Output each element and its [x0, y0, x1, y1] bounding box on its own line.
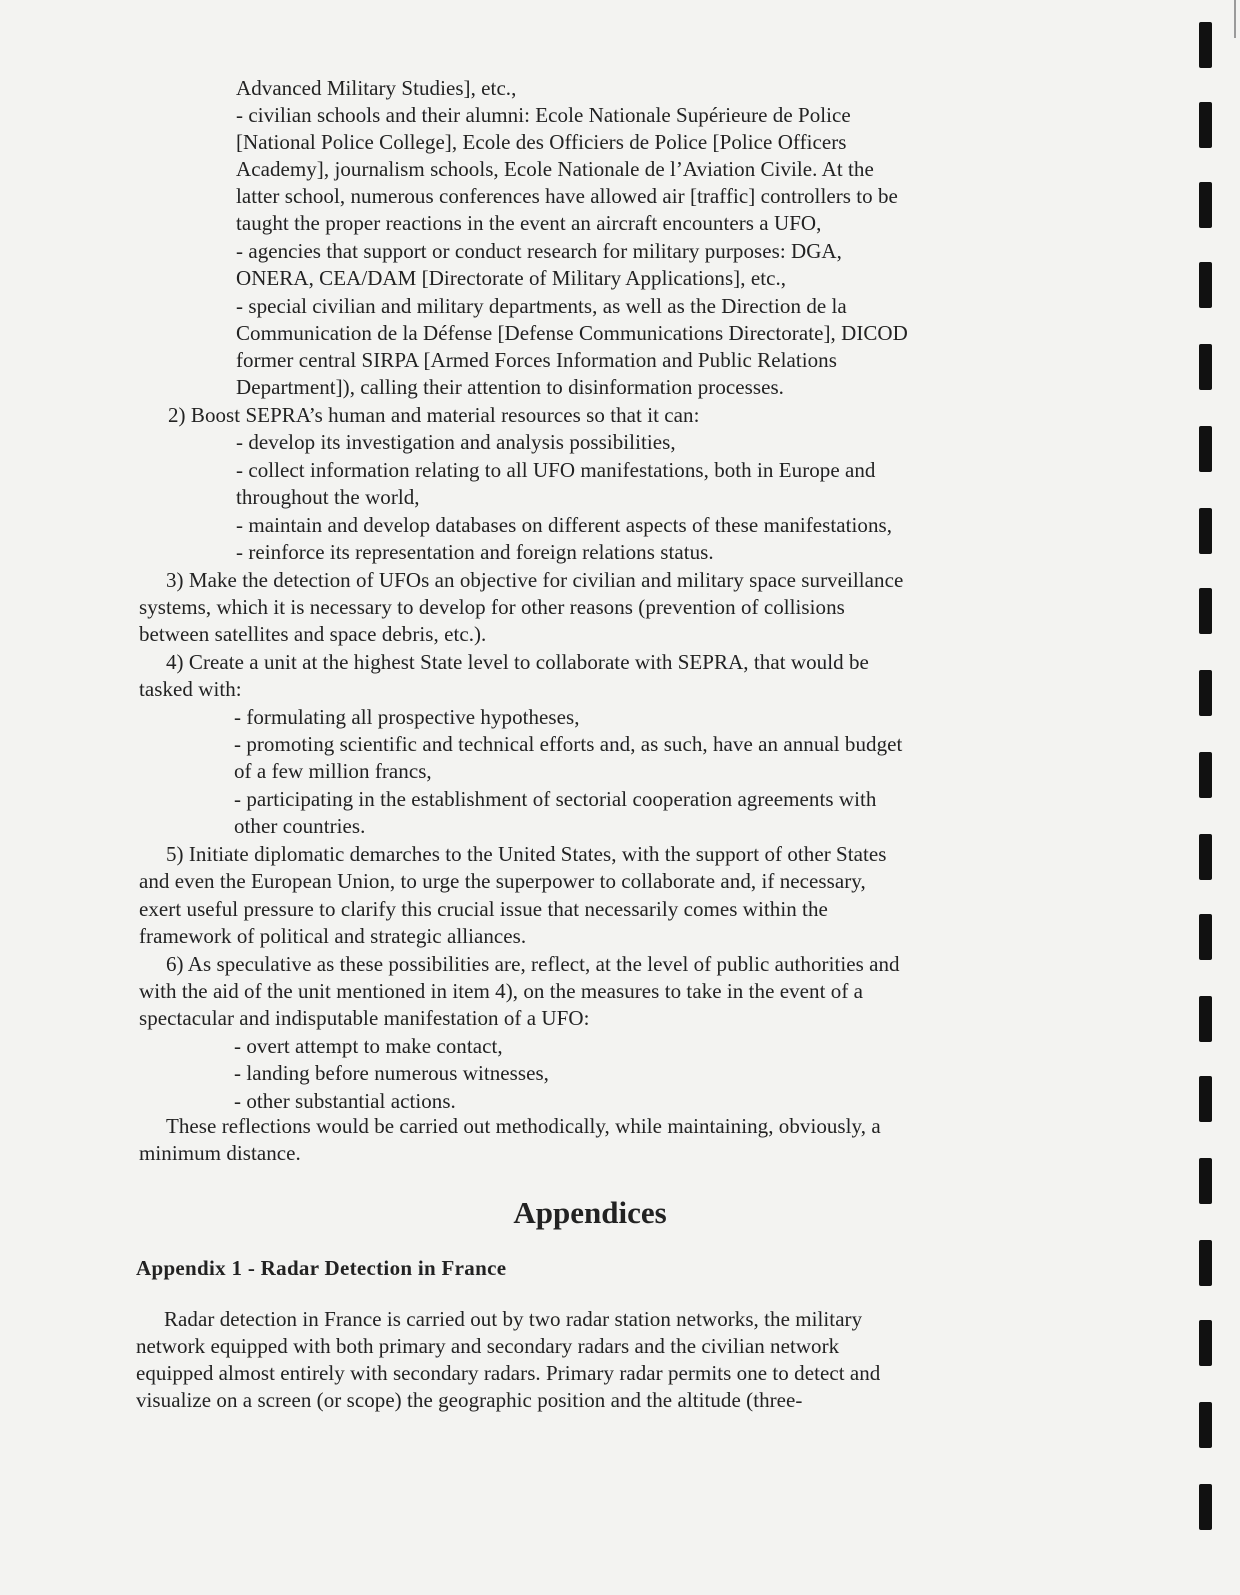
- binding-hole: [1199, 1158, 1212, 1204]
- text-line: - reinforce its representation and foreign relations status.: [236, 540, 714, 564]
- binding-hole: [1199, 1484, 1212, 1530]
- text-line: - participating in the establishment of sectorial cooperation agreements with: [234, 787, 877, 811]
- binding-hole: [1199, 914, 1212, 960]
- text-line: systems, which it is necessary to develop for other reasons (prevention of collisions: [139, 595, 845, 619]
- text-line: - formulating all prospective hypotheses,: [234, 705, 580, 729]
- text-line: framework of political and strategic alliances.: [139, 924, 527, 948]
- text-line: These reflections would be carried out methodically, while maintaining, obviously, a: [166, 1114, 881, 1138]
- text-line: Communication de la Défense [Defense Communications Directorate], DICOD: [236, 321, 908, 345]
- text-line: ONERA, CEA/DAM [Directorate of Military Applications], etc.,: [236, 266, 787, 290]
- text-line: 6) As speculative as these possibilities are, reflect, at the level of public authorities and: [166, 952, 900, 976]
- text-line: 5) Initiate diplomatic demarches to the United States, with the support of other States: [166, 842, 887, 866]
- binding-hole: [1199, 834, 1212, 880]
- text-line: - collect information relating to all UFO manifestations, both in Europe and: [236, 458, 876, 482]
- binding-hole: [1199, 1320, 1212, 1366]
- text-line: 2) Boost SEPRA’s human and material resources so that it can:: [168, 403, 700, 427]
- text-line: - special civilian and military departments, as well as the Direction de la: [236, 294, 847, 318]
- text-line: 4) Create a unit at the highest State level to collaborate with SEPRA, that would be: [166, 650, 869, 674]
- binding-hole: [1199, 996, 1212, 1042]
- text-line: latter school, numerous conferences have allowed air [traffic] controllers to be: [236, 184, 898, 208]
- binding-hole: [1199, 262, 1212, 308]
- binding-hole: [1199, 22, 1212, 68]
- text-line: with the aid of the unit mentioned in item 4), on the measures to take in the event of a: [139, 979, 864, 1003]
- text-line: between satellites and space debris, etc.).: [139, 622, 487, 646]
- text-line: 3) Make the detection of UFOs an objective for civilian and military space surveillance: [166, 568, 904, 592]
- section-heading: Appendices: [513, 1195, 667, 1230]
- text-line: - promoting scientific and technical efforts and, as such, have an annual budget: [234, 732, 903, 756]
- text-line: Department]), calling their attention to disinformation processes.: [236, 375, 784, 399]
- text-line: former central SIRPA [Armed Forces Information and Public Relations: [236, 348, 837, 372]
- text-line: - landing before numerous witnesses,: [234, 1061, 549, 1085]
- text-line: - overt attempt to make contact,: [234, 1034, 503, 1058]
- binding-hole: [1199, 1240, 1212, 1286]
- text-line: other countries.: [234, 814, 366, 838]
- text-line: Academy], journalism schools, Ecole Nationale de l’Aviation Civile. At the: [236, 157, 874, 181]
- text-line: minimum distance.: [139, 1141, 301, 1165]
- text-line: spectacular and indisputable manifestation of a UFO:: [139, 1006, 590, 1030]
- page-edge-mark: [1234, 0, 1236, 38]
- text-line: network equipped with both primary and secondary radars and the civilian network: [136, 1334, 840, 1358]
- text-line: - maintain and develop databases on different aspects of these manifestations,: [236, 513, 893, 537]
- text-line: Radar detection in France is carried out by two radar station networks, the military: [164, 1307, 863, 1331]
- text-line: and even the European Union, to urge the superpower to collaborate and, if necessary,: [139, 869, 866, 893]
- text-line: Advanced Military Studies], etc.,: [236, 76, 517, 100]
- text-line: - develop its investigation and analysis possibilities,: [236, 430, 676, 454]
- text-line: - agencies that support or conduct research for military purposes: DGA,: [236, 239, 842, 263]
- binding-hole: [1199, 670, 1212, 716]
- binding-hole: [1199, 1402, 1212, 1448]
- appendix-subheading: Appendix 1 - Radar Detection in France: [136, 1256, 507, 1280]
- text-line: taught the proper reactions in the event an aircraft encounters a UFO,: [236, 211, 822, 235]
- text-line: of a few million francs,: [234, 759, 432, 783]
- text-line: throughout the world,: [236, 485, 420, 509]
- binding-hole: [1199, 182, 1212, 228]
- binding-hole: [1199, 752, 1212, 798]
- text-line: tasked with:: [139, 677, 242, 701]
- text-line: visualize on a screen (or scope) the geographic position and the altitude (three-: [136, 1388, 803, 1412]
- binding-hole: [1199, 426, 1212, 472]
- text-line: [National Police College], Ecole des Officiers de Police [Police Officers: [236, 130, 847, 154]
- binding-hole: [1199, 1076, 1212, 1122]
- text-line: - other substantial actions.: [234, 1089, 456, 1113]
- text-line: exert useful pressure to clarify this crucial issue that necessarily comes within the: [139, 897, 828, 921]
- text-line: equipped almost entirely with secondary radars. Primary radar permits one to detect and: [136, 1361, 881, 1385]
- binding-hole: [1199, 102, 1212, 148]
- binding-hole: [1199, 508, 1212, 554]
- text-line: - civilian schools and their alumni: Ecole Nationale Supérieure de Police: [236, 103, 851, 127]
- binding-hole: [1199, 344, 1212, 390]
- binding-hole: [1199, 588, 1212, 634]
